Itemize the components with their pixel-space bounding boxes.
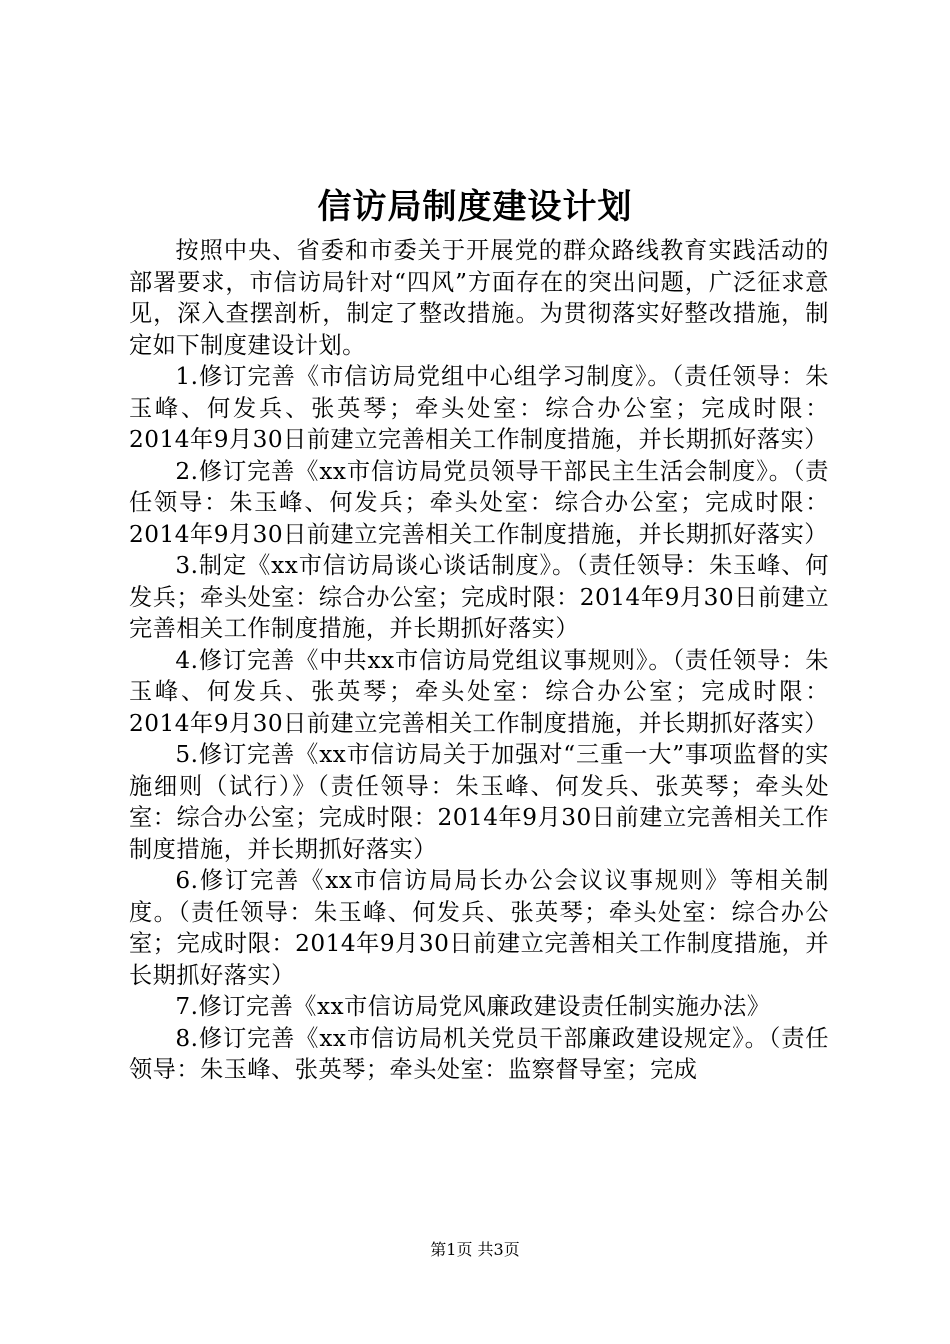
- plan-item-1: 1.修订完善《市信访局党组中心组学习制度》。（责任领导：朱玉峰、何发兵、张英琴；牵头处室：综合办公室；完成时限：2014年9月30日前建立完善相关工作制度措施，并长期抓好落实）: [129, 363, 829, 453]
- plan-item-6: 6.修订完善《xx市信访局局长办公会议议事规则》等相关制度。（责任领导：朱玉峰、何发兵、张英琴；牵头处室：综合办公室；完成时限：2014年9月30日前建立完善相关工作制度措施，并长期抓好落实）: [129, 867, 829, 989]
- document-body: [129, 235, 829, 1086]
- page-footer: 第1页 共3页: [430, 1240, 520, 1259]
- document-title: 信访局制度建设计划: [317, 187, 633, 227]
- plan-item-3: 3.制定《xx市信访局谈心谈话制度》。（责任领导：朱玉峰、何发兵；牵头处室：综合办公室；完成时限：2014年9月30日前建立完善相关工作制度措施，并长期抓好落实）: [129, 552, 829, 642]
- plan-item-7: 7.修订完善《xx市信访局党风廉政建设责任制实施办法》: [175, 993, 771, 1020]
- plan-item-2: 2.修订完善《xx市信访局党员领导干部民主生活会制度》。（责任领导：朱玉峰、何发兵；牵头处室：综合办公室；完成时限：2014年9月30日前建立完善相关工作制度措施，并长期抓好落实）: [129, 457, 829, 548]
- intro-paragraph: 按照中央、省委和市委关于开展党的群众路线教育实践活动的部署要求，市信访局针对“四风”方面存在的突出问题，广泛征求意见，深入查摆剖析，制定了整改措施。为贯彻落实好整改措施，制定如下制度建设计划。: [129, 237, 829, 359]
- plan-item-4: 4.修订完善《中共xx市信访局党组议事规则》。（责任领导：朱玉峰、何发兵、张英琴；牵头处室：综合办公室；完成时限：2014年9月30日前建立完善相关工作制度措施，并长期抓好落实）: [129, 646, 829, 737]
- plan-item-5: 5.修订完善《xx市信访局关于加强对“三重一大”事项监督的实施细则（试行）》（责任领导：朱玉峰、何发兵、张英琴；牵头处室：综合办公室；完成时限：2014年9月30日前建立完善相关工作制度措施，并长期抓好落实）: [129, 741, 829, 863]
- plan-item-8: 8.修订完善《xx市信访局机关党员干部廉政建设规定》。（责任领导：朱玉峰、张英琴；牵头处室：监察督导室；完成: [129, 1024, 829, 1083]
